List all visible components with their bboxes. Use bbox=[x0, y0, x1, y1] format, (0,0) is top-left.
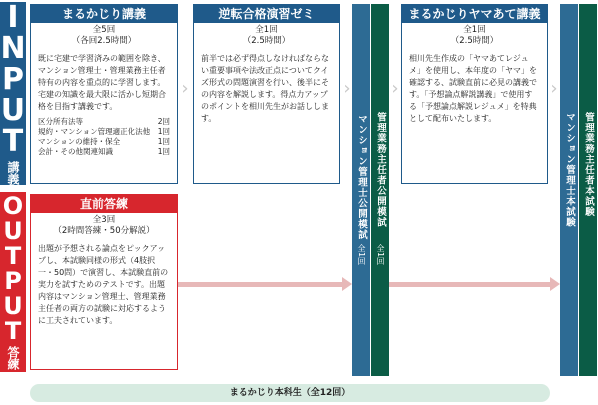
exam-pillar-kangyo-honshiken bbox=[579, 4, 597, 376]
course-description: 既に宅建で学習済みの範囲を除き、マンション管理士・管理業務主任者特有の内容を重点的に学習します。宅建の知識を最大限に活かし短期合格を目指す講義です。 bbox=[38, 54, 166, 111]
output-flow-arrow bbox=[178, 282, 342, 287]
exam-pillar-mankan-mock bbox=[352, 4, 370, 376]
output-letter: O bbox=[2, 192, 24, 220]
pillar-title: 管理業務主任者公開模試 bbox=[375, 112, 386, 228]
course-description: 前半では必ず得点しなければならない重要事項や法改正点についてクイズ形式の問題演習を行い、後半にその内容を解説します。得点力アップのポイントを相川先生がお話しします。 bbox=[201, 54, 329, 123]
course-title: まるかじりヤマあて講義 bbox=[402, 5, 547, 23]
pillar-count: 全1回 bbox=[357, 244, 366, 266]
pillar-title: マンション管理士公開模試 bbox=[356, 114, 367, 240]
subject-row bbox=[38, 117, 170, 127]
subject-row bbox=[38, 127, 170, 137]
output-letter: T bbox=[4, 242, 22, 270]
input-sub-label: 講義 bbox=[6, 161, 20, 185]
course-count: 全5回 bbox=[92, 25, 116, 35]
flow-arrow-icon: › bbox=[391, 78, 399, 99]
output-side-label bbox=[0, 192, 26, 372]
course-count: 全1回 bbox=[255, 25, 278, 35]
course-title: 逆転合格演習ゼミ bbox=[194, 5, 339, 23]
course-description: 相川先生作成の「ヤマあてレジュメ」を使用し、本年度の「ヤマ」を確認する、試験直前に必見の講義です。「予想論点解説講義」で使用する「予想論点解説レジュメ」を特典として配布いたします。 bbox=[409, 54, 537, 123]
pillar-count: 全1回 bbox=[376, 244, 385, 266]
input-side-label bbox=[0, 2, 26, 185]
subject-count: 1回 bbox=[157, 147, 170, 156]
output-letter: U bbox=[3, 217, 23, 245]
arrow-head-icon bbox=[550, 277, 560, 291]
output-letter: T bbox=[4, 317, 22, 345]
course-count: 全3回 bbox=[92, 215, 116, 225]
course-count: 全1回 bbox=[463, 25, 486, 35]
course-title: 直前答練 bbox=[31, 195, 177, 213]
subject-name: マンションの維持・保全 bbox=[38, 137, 121, 146]
output-letters bbox=[3, 194, 23, 344]
subject-name: 会計・その他関連知識 bbox=[38, 147, 113, 156]
input-letter: T bbox=[2, 124, 24, 159]
flow-arrow-icon: › bbox=[181, 78, 189, 99]
course-box-marukajiri-lecture bbox=[30, 4, 178, 184]
subject-count: 2回 bbox=[157, 117, 170, 126]
course-box-chokuzen-toren bbox=[30, 194, 178, 370]
output-flow-arrow bbox=[389, 282, 550, 287]
full-course-bar: まるかじり本科生（全12回） bbox=[30, 384, 550, 402]
output-letter: P bbox=[4, 267, 22, 295]
subject-count: 1回 bbox=[157, 137, 170, 146]
input-letter: I bbox=[7, 0, 19, 35]
course-hours: （各回2.5時間） bbox=[71, 36, 137, 46]
subject-table bbox=[38, 117, 170, 157]
subject-name: 規約・マンション管理適正化法他 bbox=[38, 127, 151, 136]
subject-row bbox=[38, 147, 170, 157]
arrow-head-icon bbox=[342, 277, 352, 291]
input-letter: U bbox=[0, 93, 26, 128]
course-hours: （2.5時間） bbox=[242, 36, 291, 46]
course-hours: （2時間答練・50分解説） bbox=[53, 226, 155, 236]
subject-name: 区分所有法等 bbox=[38, 117, 83, 126]
output-sub-label: 答練 bbox=[6, 346, 20, 370]
subject-row bbox=[38, 137, 170, 147]
pillar-title: マンション管理士本試験 bbox=[564, 112, 575, 228]
pillar-title: 管理業務主任者本試験 bbox=[583, 112, 594, 217]
course-box-yamaate-lecture bbox=[401, 4, 548, 184]
subject-count: 1回 bbox=[157, 127, 170, 136]
flow-arrow-icon: › bbox=[343, 78, 351, 99]
exam-pillar-kangyo-mock bbox=[371, 4, 389, 376]
flow-arrow-icon: › bbox=[550, 78, 558, 99]
input-letter: N bbox=[0, 31, 26, 66]
course-hours: （2.5時間） bbox=[450, 36, 499, 46]
course-description: 出題が予想される論点をピックアップし、本試験同様の形式（4肢択一・50問）で演習し、本試験直前の実力を試すためのテストです。出題内容はマンション管理士、管理業務主任者の両方の試験に対応するように工夫されています。 bbox=[38, 244, 169, 325]
course-box-gyakuten-seminar bbox=[193, 4, 340, 184]
input-letters bbox=[0, 2, 25, 157]
exam-pillar-mankan-honshiken bbox=[560, 4, 578, 376]
input-letter: P bbox=[1, 62, 24, 97]
course-title: まるかじり講義 bbox=[31, 5, 177, 23]
output-letter: U bbox=[3, 292, 23, 320]
